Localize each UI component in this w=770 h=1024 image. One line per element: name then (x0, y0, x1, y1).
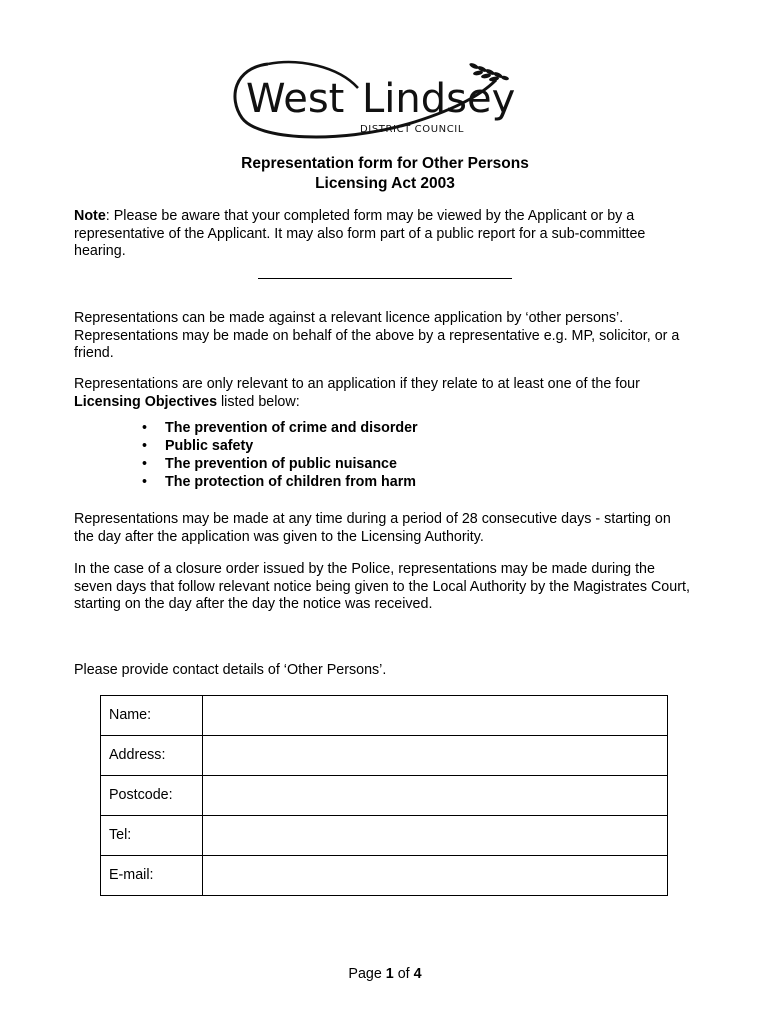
objective-label: The protection of children from harm (165, 474, 417, 490)
objective-label: Public safety (165, 438, 254, 454)
list-item (140, 437, 418, 455)
name-field[interactable] (203, 696, 668, 736)
objective-label: The prevention of public nuisance (165, 456, 397, 472)
svg-text:DISTRICT COUNCIL: DISTRICT COUNCIL (360, 124, 465, 135)
page-word: Page (348, 966, 382, 982)
current-page: 1 (385, 966, 394, 982)
table-row (101, 736, 668, 776)
table-row (101, 816, 668, 856)
paragraph-closure-order: In the case of a closure order issued by the Police, representations may be made during the seven days that follow relevant notice being given to the Local Authority by the Magistrates Court, starting on the day after the day the notice was received. (74, 561, 690, 612)
licensing-objectives-term: Licensing Objectives (74, 393, 218, 410)
list-item (140, 455, 418, 473)
table-row (101, 776, 668, 816)
bullet-icon: • (142, 438, 148, 454)
paragraph-objectives-intro (74, 376, 694, 411)
name-label: Name: (101, 696, 203, 736)
objectives-intro-tail: listed below: (217, 393, 300, 410)
postcode-label: Postcode: (101, 776, 203, 816)
paragraph-contact-instructions: Please provide contact details of ‘Other Persons’. (74, 662, 387, 678)
form-subtitle: Licensing Act 2003 (315, 175, 455, 192)
objective-label: The prevention of crime and disorder (165, 420, 418, 436)
divider (258, 278, 512, 279)
page-number (0, 966, 770, 984)
email-label: E-mail: (101, 856, 203, 896)
table-row (101, 696, 668, 736)
bullet-icon: • (142, 456, 148, 472)
licensing-objectives-list (140, 419, 418, 491)
note-label: Note (74, 208, 106, 224)
paragraph-other-persons: Representations can be made against a relevant licence application by ‘other persons’. Representations may be made on behalf of the above by a representative e.g. MP, solicitor, or a friend. (74, 310, 680, 361)
postcode-field[interactable] (203, 776, 668, 816)
paragraph-timing: Representations may be made at any time during a period of 28 consecutive days - starting on the day after the application was given to the Licensing Authority. (74, 511, 671, 545)
email-field[interactable] (203, 856, 668, 896)
note-paragraph (74, 208, 694, 261)
bullet-icon: • (142, 474, 148, 490)
objectives-intro-text: Representations are only relevant to an application if they relate to at least one of the four (74, 376, 640, 392)
svg-text:West: West (246, 76, 345, 122)
list-item (140, 419, 418, 437)
address-field[interactable] (203, 736, 668, 776)
bullet-icon: • (142, 420, 148, 436)
list-item (140, 473, 418, 491)
contact-details-table (100, 695, 668, 896)
west-lindsey-logo (228, 58, 528, 140)
note-text: : Please be aware that your completed form may be viewed by the Applicant or by a representative of the Applicant. It may also form part of a public report for a sub-committee hearing. (74, 208, 646, 259)
address-label: Address: (101, 736, 203, 776)
tel-label: Tel: (101, 816, 203, 856)
form-title: Representation form for Other Persons (241, 155, 529, 172)
svg-text:Lindsey: Lindsey (362, 76, 516, 122)
tel-field[interactable] (203, 816, 668, 856)
of-word: of (397, 966, 410, 982)
table-row (101, 856, 668, 896)
total-pages: 4 (413, 966, 422, 982)
